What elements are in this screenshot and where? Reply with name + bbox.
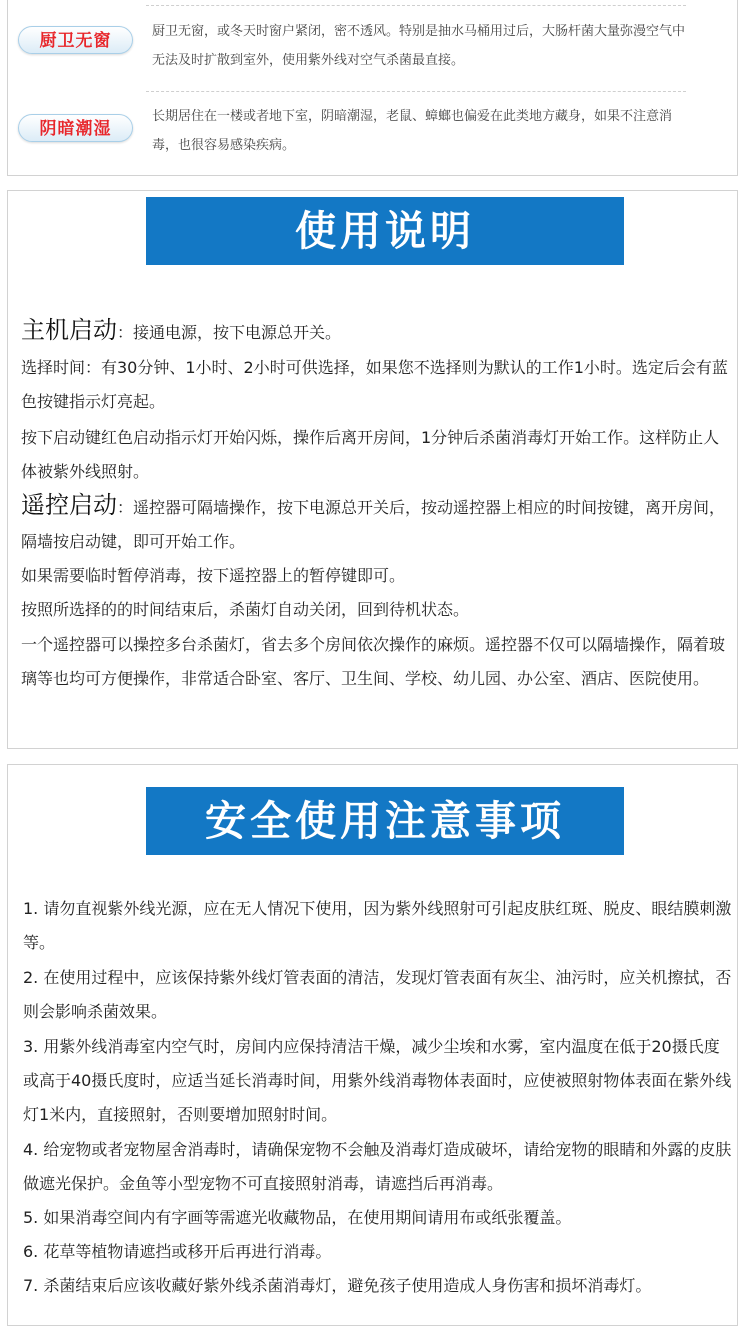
host-start-text: ：接通电源，按下电源总开关。 [117, 323, 342, 342]
usage-paragraph: 如果需要临时暂停消毒，按下遥控器上的暂停键即可。 [21, 566, 406, 585]
divider [146, 91, 686, 92]
remote-start-heading: 遥控启动 [21, 491, 117, 519]
safety-item: 7. 杀菌结束后应该收藏好紫外线杀菌消毒灯，避免孩子使用造成人身伤害和损坏消毒灯。 [23, 1276, 652, 1295]
safety-item: 1. 请勿直视紫外线光源，应在无人情况下使用，因为紫外线照射可引起皮肤红斑、脱皮、眼结膜刺激等。 [23, 899, 732, 952]
badge-damp: 阴暗潮湿 [18, 114, 133, 142]
scenario-panel [7, 0, 738, 176]
safety-item: 4. 给宠物或者宠物屋舍消毒时，请确保宠物不会触及消毒灯造成破坏，请给宠物的眼睛和外露的皮肤做遮光保护。金鱼等小型宠物不可直接照射消毒，请遮挡后再消毒。 [23, 1140, 732, 1193]
usage-paragraph: 按照所选择的的时间结束后，杀菌灯自动关闭，回到待机状态。 [21, 600, 470, 619]
usage-remote-start [21, 488, 733, 559]
safety-item: 6. 花草等植物请遮挡或移开后再进行消毒。 [23, 1242, 332, 1261]
usage-paragraph: 按下启动键红色启动指示灯开始闪烁，操作后离开房间，1分钟后杀菌消毒灯开始工作。这样防止人体被紫外线照射。 [21, 428, 720, 481]
usage-panel [7, 190, 738, 749]
remote-start-text: ：遥控器可隔墙操作，按下电源总开关后，按动遥控器上相应的时间按键，离开房间，隔墙按启动键，即可开始工作。 [21, 498, 726, 551]
safety-panel [7, 764, 738, 1326]
usage-banner: 使用说明 [146, 197, 624, 265]
divider [146, 5, 686, 6]
scenario-text-damp: 长期居住在一楼或者地下室，阴暗潮湿，老鼠、蟑螂也偏爱在此类地方藏身，如果不注意消毒，也很容易感染疾病。 [152, 109, 673, 153]
safety-item: 5. 如果消毒空间内有字画等需遮光收藏物品，在使用期间请用布或纸张覆盖。 [23, 1208, 572, 1227]
usage-paragraph: 一个遥控器可以操控多台杀菌灯，省去多个房间依次操作的麻烦。遥控器不仅可以隔墙操作，隔着玻璃等也均可方便操作，非常适合卧室、客厅、卫生间、学校、幼儿园、办公室、酒店、医院使用。 [21, 635, 726, 688]
host-start-heading: 主机启动 [21, 316, 117, 344]
usage-host-start [21, 313, 733, 350]
scenario-text-kitchen-bath: 厨卫无窗，或冬天时窗户紧闭，密不透风。特别是抽水马桶用过后，大肠杆菌大量弥漫空气中无法及时扩散到室外，使用紫外线对空气杀菌最直接。 [152, 24, 686, 68]
safety-item: 3. 用紫外线消毒室内空气时，房间内应保持清洁干燥，减少尘埃和水雾，室内温度在低于20摄氏度或高于40摄氏度时，应适当延长消毒时间，用紫外线消毒物体表面时，应使被照射物体表面在紫外线灯1米内，直接照射，否则要增加照射时间。 [23, 1037, 732, 1124]
usage-paragraph: 选择时间：有30分钟、1小时、2小时可供选择，如果您不选择则为默认的工作1小时。选定后会有蓝色按键指示灯亮起。 [21, 358, 728, 411]
safety-item: 2. 在使用过程中，应该保持紫外线灯管表面的清洁，发现灯管表面有灰尘、油污时，应关机擦拭，否则会影响杀菌效果。 [23, 968, 732, 1021]
badge-kitchen-bath: 厨卫无窗 [18, 26, 133, 54]
safety-banner: 安全使用注意事项 [146, 787, 624, 855]
